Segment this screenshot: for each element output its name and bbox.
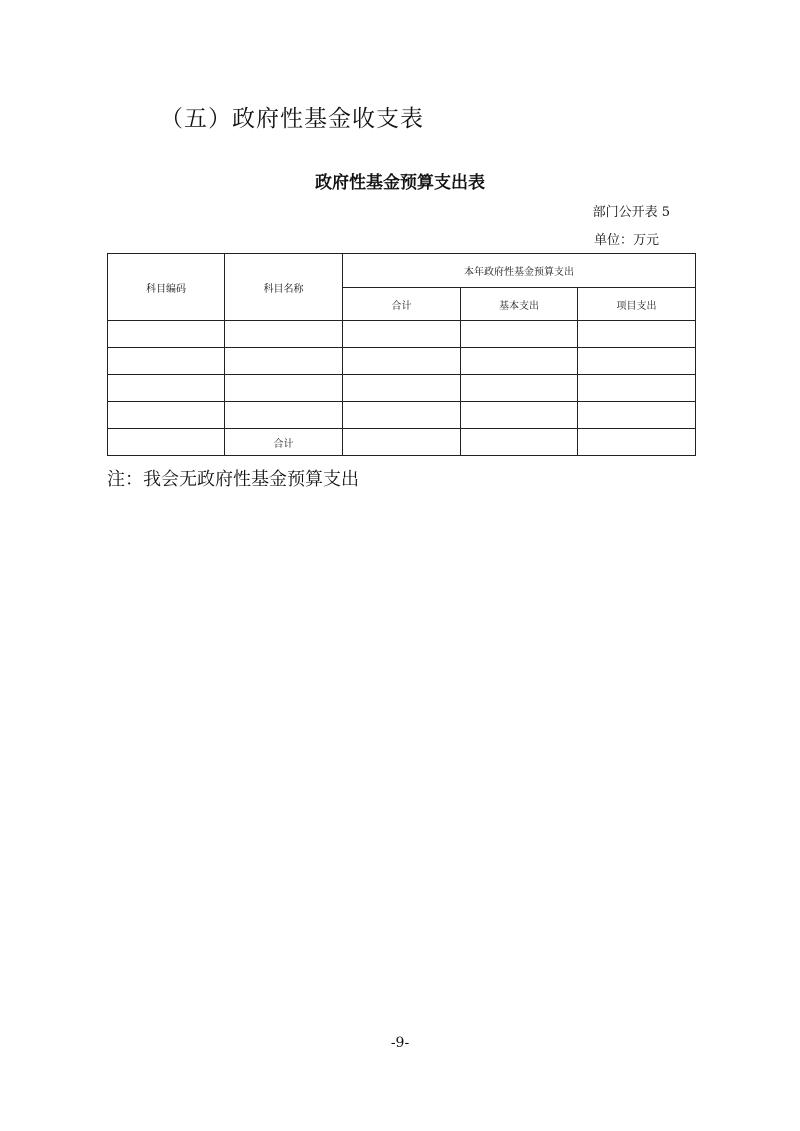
table-row (108, 321, 696, 348)
table-cell (225, 321, 343, 348)
table-header-row (108, 254, 696, 288)
total-label: 合计 (225, 429, 343, 456)
table-cell (461, 348, 578, 375)
section-heading: （五）政府性基金收支表 (160, 106, 424, 132)
table-cell (108, 375, 225, 402)
table-cell (578, 429, 696, 456)
table-cell (343, 402, 461, 429)
table-cell (108, 348, 225, 375)
table-cell (108, 429, 225, 456)
footnote: 注：我会无政府性基金预算支出 (107, 469, 359, 490)
table-cell (225, 375, 343, 402)
table-cell (461, 402, 578, 429)
table-cell (343, 321, 461, 348)
table-cell (343, 429, 461, 456)
table-cell (578, 321, 696, 348)
header-project-expenditure: 项目支出 (578, 288, 696, 321)
table-number: 部门公开表 5 (592, 205, 670, 220)
header-total: 合计 (343, 288, 461, 321)
table-cell (108, 321, 225, 348)
header-subject-code: 科目编码 (108, 254, 225, 321)
table-row (108, 402, 696, 429)
table-cell (225, 348, 343, 375)
header-basic-expenditure: 基本支出 (461, 288, 578, 321)
page-number: -9- (390, 1035, 410, 1051)
table-cell (578, 402, 696, 429)
table-cell (108, 402, 225, 429)
table-title: 政府性基金预算支出表 (315, 173, 485, 193)
table-cell (461, 375, 578, 402)
unit-label: 单位：万元 (593, 233, 659, 248)
budget-table (107, 253, 696, 456)
table-cell (343, 348, 461, 375)
table-row (108, 348, 696, 375)
table-cell (578, 375, 696, 402)
table-cell (461, 321, 578, 348)
table-cell (461, 429, 578, 456)
header-subject-name: 科目名称 (225, 254, 343, 321)
header-group: 本年政府性基金预算支出 (343, 254, 696, 288)
table-cell (578, 348, 696, 375)
table-total-row (108, 429, 696, 456)
table-cell (343, 375, 461, 402)
table-row (108, 375, 696, 402)
table-cell (225, 402, 343, 429)
